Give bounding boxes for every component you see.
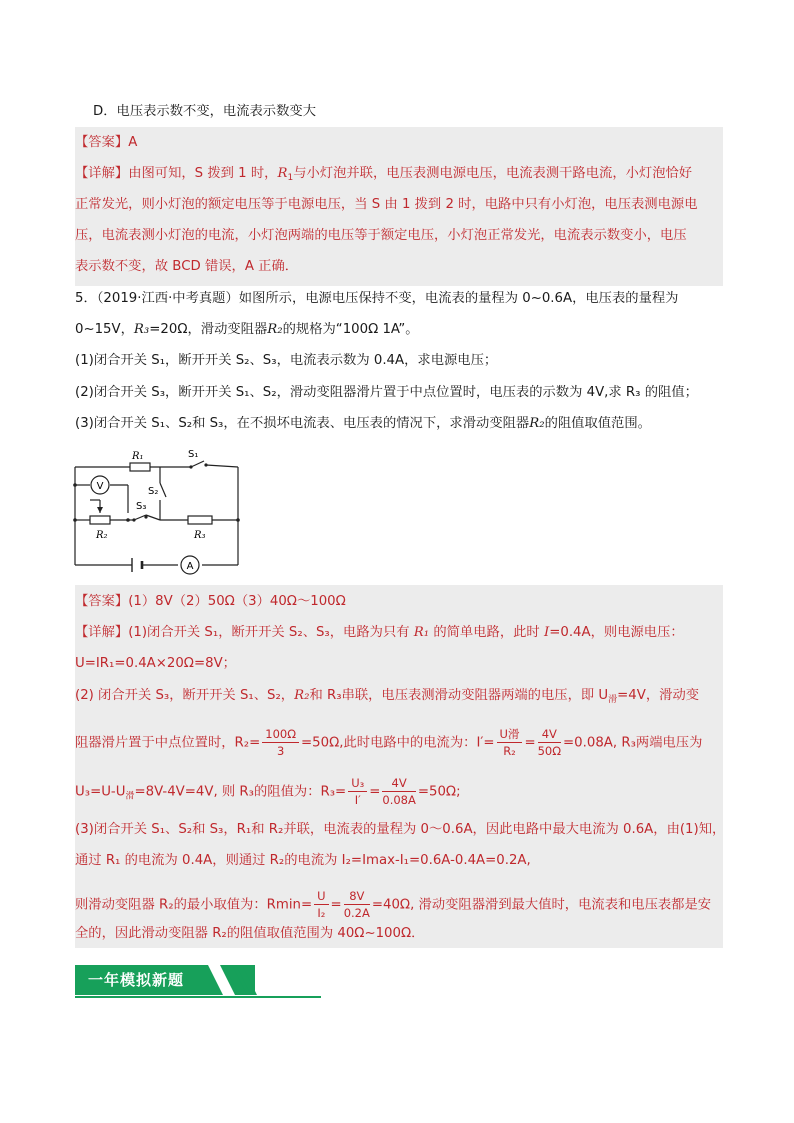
detail-text: =4V，滑动变: [617, 688, 700, 703]
q5-part-1: (1)闭合开关 S₁，断开开关 S₂、S₃，电流表示数为 0.4A，求电源电压；: [75, 353, 498, 368]
answer-tag: 【答案】: [75, 594, 129, 609]
q5-detail-line-8: 则滑动变阻器 R₂的最小取值为：Rmin= $\frac{U}{\text{I₂}}$ = $\frac{8V}{0.2A}$ =40Ω, 滑动变阻器滑到最大值时，电流表和电压表都是安: [75, 889, 712, 920]
ammeter-label: A: [186, 561, 194, 572]
detail-tag: 【详解】: [75, 166, 129, 181]
detail-text: U₃=U-U: [75, 784, 126, 800]
detail-text: 阻器滑片置于中点位置时，R₂=: [75, 735, 261, 751]
q4-detail-line-4: 表示数不变，故 BCD 错误，A 正确．: [75, 259, 299, 274]
q5-detail-line-6: (3)闭合开关 S₁、S₂和 S₃，R₁和 R₂并联，电流表的量程为 0～0.6A，因此电路中最大电流为 0.6A，由(1)知，: [75, 822, 726, 837]
q4-detail-line-2: 正常发光，则小灯泡的额定电压等于电源电压，当 S 由 1 拨到 2 时，电路中只有小灯泡，电压表测电源电: [75, 197, 698, 212]
var-r2: R₂: [267, 322, 283, 337]
q5-detail-line-1: [75, 623, 684, 643]
answer-tag: 【答案】: [75, 135, 129, 150]
q5-detail-line-5: $U_3=U-U_滑=8V-4V=4V$, 则 R₃的阻值为：R₃= $\frac{\text{U₃}}{I'}$ = $\frac{4V}{0.08A}$ =50Ω;: [75, 776, 461, 807]
fraction: $\frac{\text{U₃}}{I'}$: [348, 775, 367, 808]
fraction: $\frac{\text{U滑}}{\text{R₂}}$: [497, 726, 523, 759]
detail-tag: 【详解】: [75, 625, 129, 640]
q5-stem-line-1: 5．（2019·江西·中考真题）如图所示，电源电压保持不变，电流表的量程为 0~0.6A，电压表的量程为: [75, 291, 679, 306]
q4-detail-line-1: [75, 164, 692, 184]
part-text: 的阻值取值范围。: [544, 416, 651, 431]
label-s3: S₃: [136, 501, 147, 512]
fraction: $\frac{100\Omega}{3}$: [262, 726, 299, 759]
option-d: D．电压表示数不变，电流表示数变大: [93, 104, 316, 119]
detail-text: =50Ω;: [417, 784, 461, 800]
var-r2: R₂: [529, 416, 545, 431]
section-rule: [75, 996, 321, 998]
var-r1: R₁: [413, 625, 430, 640]
q5-detail-line-4: 阻器滑片置于中点位置时，R₂= $\frac{100\Omega}{3}$ =50Ω,此时电路中的电流为：I′= $\frac{\text{U滑}}{\text{R₂}}$ = $\frac{4V}{50\Omega}$ =0.08A, R₃两端电压为: [75, 727, 703, 758]
detail-text: 由图可知，S 拨到 1 时，: [128, 166, 278, 181]
resistor-r2: [90, 516, 110, 524]
label-r2: R₂: [96, 530, 108, 541]
var-r3: R₃: [133, 322, 150, 337]
label-s1: S₁: [188, 449, 199, 460]
detail-text: 和 R₃串联，电压表测滑动变阻器两端的电压，即 U: [309, 688, 609, 703]
q5-detail-line-3: [75, 686, 699, 706]
label-r3: R₃: [194, 530, 206, 541]
resistor-r3: [188, 516, 212, 524]
stem-text: =20Ω，滑动变阻器: [149, 322, 268, 337]
fraction: $\frac{U}{\text{I₂}}$: [314, 888, 328, 921]
detail-text: =50Ω,此时电路中的电流为：I′=: [301, 735, 495, 751]
answer-value: (1）8V（2）50Ω（3）40Ω～100Ω: [128, 594, 346, 609]
stem-text: 的规格为“100Ω 1A”。: [282, 322, 419, 337]
detail-text: 与小灯泡并联，电压表测电源电压，电流表测干路电流，小灯泡恰好: [293, 166, 693, 181]
q4-detail-line-3: 压，电流表测小灯泡的电流，小灯泡两端的电压等于额定电压，小灯泡正常发光，电流表示数变小，电压: [75, 228, 687, 243]
var-r2: R₂: [294, 688, 310, 703]
circuit-diagram: [70, 445, 250, 580]
detail-text: =8V-4V=4V, 则 R₃的阻值为：R₃=: [134, 784, 347, 800]
label-s2: S₂: [148, 486, 159, 497]
detail-text: 则滑动变阻器 R₂的最小取值为：Rmin=: [75, 897, 313, 913]
q4-answer: [75, 133, 137, 153]
label-r1: R₁: [132, 451, 144, 462]
q5-detail-line-9: 全的，因此滑动变阻器 R₂的阻值取值范围为 40Ω~100Ω．: [75, 926, 425, 941]
voltmeter-label: V: [96, 481, 104, 492]
q5-stem-line-2: [75, 320, 419, 340]
q5-part-2: (2)闭合开关 S₃，断开开关 S₁、S₂，滑动变阻器滑片置于中点位置时，电压表的示数为 4V,求 R₃ 的阻值；: [75, 385, 698, 400]
part-text: (3)闭合开关 S₁、S₂和 S₃，在不损坏电流表、电压表的情况下，求滑动变阻器: [75, 416, 530, 431]
fraction: $\frac{4V}{0.08A}$: [382, 776, 416, 807]
detail-text: =0.08A, R₃两端电压为: [563, 735, 703, 751]
var-r: R: [277, 166, 288, 181]
detail-text: (2) 闭合开关 S₃，断开开关 S₁、S₂，: [75, 688, 295, 703]
q5-detail-line-7: 通过 R₁ 的电流为 0.4A，则通过 R₂的电流为 I₂=Imax-I₁=0.6A-0.4A=0.2A,: [75, 853, 531, 868]
detail-text: =40Ω, 滑动变阻器滑到最大值时，电流表和电压表都是安: [371, 897, 712, 913]
detail-text: (1)闭合开关 S₁，断开开关 S₂、S₃，电路为只有: [128, 625, 414, 640]
fraction: $\frac{4V}{50\Omega}$: [537, 727, 562, 758]
resistor-r1: [130, 463, 150, 471]
slider-arrow: [97, 507, 103, 513]
detail-text: =0.4A，则电源电压：: [549, 625, 684, 640]
answer-value: A: [128, 135, 138, 150]
section-title: 一年模拟新题: [88, 971, 185, 989]
q5-answer: [75, 592, 346, 612]
detail-text: 的简单电路，此时: [429, 625, 544, 640]
stem-text: 0~15V，: [75, 322, 134, 337]
var-sub: 1: [287, 173, 294, 183]
sub-slide: 滑: [608, 695, 618, 705]
sub-slide: 滑: [125, 791, 135, 802]
banner-stripes: [208, 965, 258, 995]
q5-part-3: [75, 414, 651, 434]
var-i: I: [543, 625, 550, 640]
fraction: $\frac{8V}{0.2A}$: [343, 889, 370, 920]
q5-detail-line-2: U=IR₁=0.4A×20Ω=8V；: [75, 656, 236, 671]
